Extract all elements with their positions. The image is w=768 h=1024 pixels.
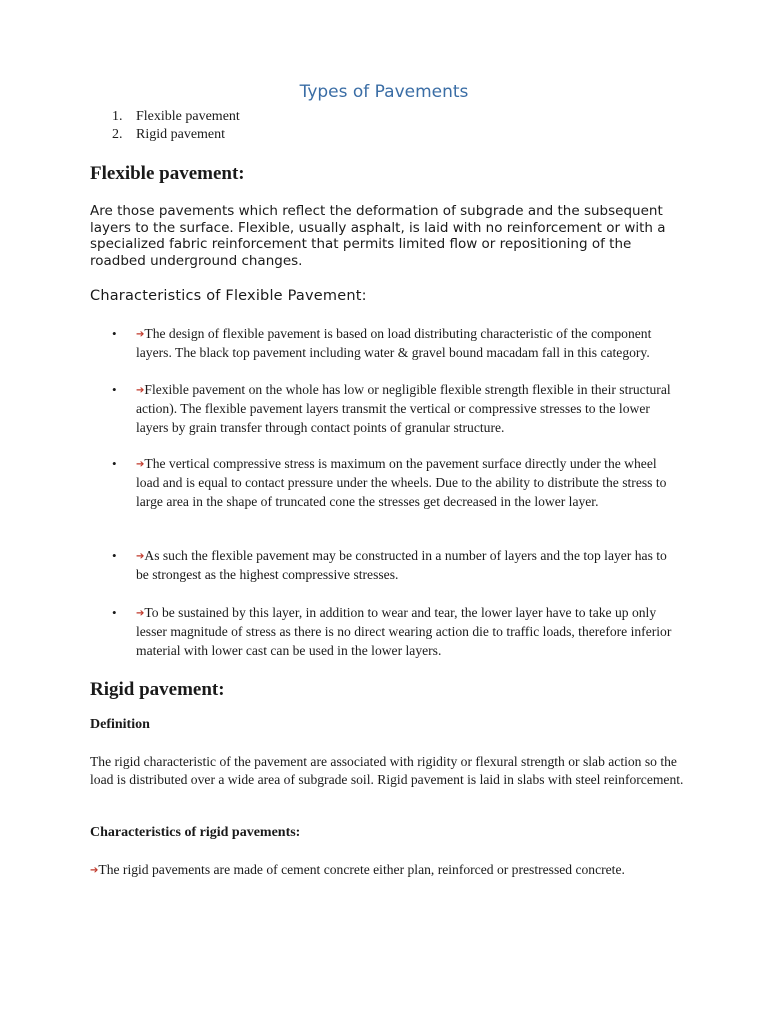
document-title: Types of Pavements [299,82,469,102]
definition-heading: Definition [90,717,150,732]
list-number: 2. [112,127,123,142]
arrow-icon: ➔ [136,329,145,340]
bullet-text: As such the flexible pavement may be constructed in a number of layers and the top layer has to be strongest as the highest compressive stresses. [136,548,667,583]
arrow-icon: ➔ [136,608,145,619]
list-item [112,126,240,144]
bullet-icon: • [112,326,117,341]
arrow-icon: ➔ [136,459,145,470]
bullet-text: Flexible pavement on the whole has low or negligible flexible strength flexible in their structural action). The flexible pavement layers transmit the vertical or compressive stresses to the lower layers by grain transfer through contact points of granular structure. [136,382,671,435]
bullet-icon: • [112,548,117,563]
rigid-characteristics-body: The rigid pavements are made of cement concrete either plan, reinforced or prestressed concrete. [98,862,625,877]
list-number: 1. [112,109,123,124]
list-item [112,325,682,363]
arrow-icon: ➔ [136,385,145,396]
list-item [112,381,682,437]
rigid-characteristics-text [90,861,650,880]
rigid-characteristics-heading: Characteristics of rigid pavements: [90,825,301,840]
bullet-text: The vertical compressive stress is maximum on the pavement surface directly under the wheel load and is equal to contact pressure under the wheels. Due to the ability to distribute the stress to large area in the shape of truncated cone the stresses get decreased in the lower layer. [136,456,667,509]
flexible-characteristics-heading: Characteristics of Flexible Pavement: [90,288,367,304]
bullet-icon: • [112,382,117,397]
list-item [112,108,240,126]
rigid-pavement-heading: Rigid pavement: [90,679,225,700]
list-item-text: Rigid pavement [136,127,226,142]
bullet-text: To be sustained by this layer, in addition to wear and tear, the lower layer have to take up only lesser magnitude of stress as there is no direct wearing action die to traffic loads, therefore inferior material with lower cast can be used in the lower layers. [136,605,672,658]
flexible-pavement-heading: Flexible pavement: [90,163,245,184]
list-item-text: Flexible pavement [136,109,240,124]
list-item [112,604,682,660]
bullet-icon: • [112,605,117,620]
list-item [112,455,682,511]
arrow-icon: ➔ [136,551,145,562]
flexible-pavement-intro: Are those pavements which reflect the deformation of subgrade and the subsequent layers to the surface. Flexible, usually asphalt, is laid with no reinforcement or with a specialized fabric reinforcement that permits limited flow or repositioning of the roadbed underground changes. [90,203,666,269]
bullet-icon: • [112,456,117,471]
pavement-types-list [112,108,240,144]
rigid-definition-text: The rigid characteristic of the pavement are associated with rigidity or flexural strength or slab action so the load is distributed over a wide area of subgrade soil. Rigid pavement is laid in slabs with steel reinforcement. [90,754,684,788]
list-item [112,547,682,585]
arrow-icon: ➔ [90,865,99,876]
bullet-text: The design of flexible pavement is based on load distributing characteristic of the component layers. The black top pavement including water & gravel bound macadam fall in this category. [136,326,652,361]
